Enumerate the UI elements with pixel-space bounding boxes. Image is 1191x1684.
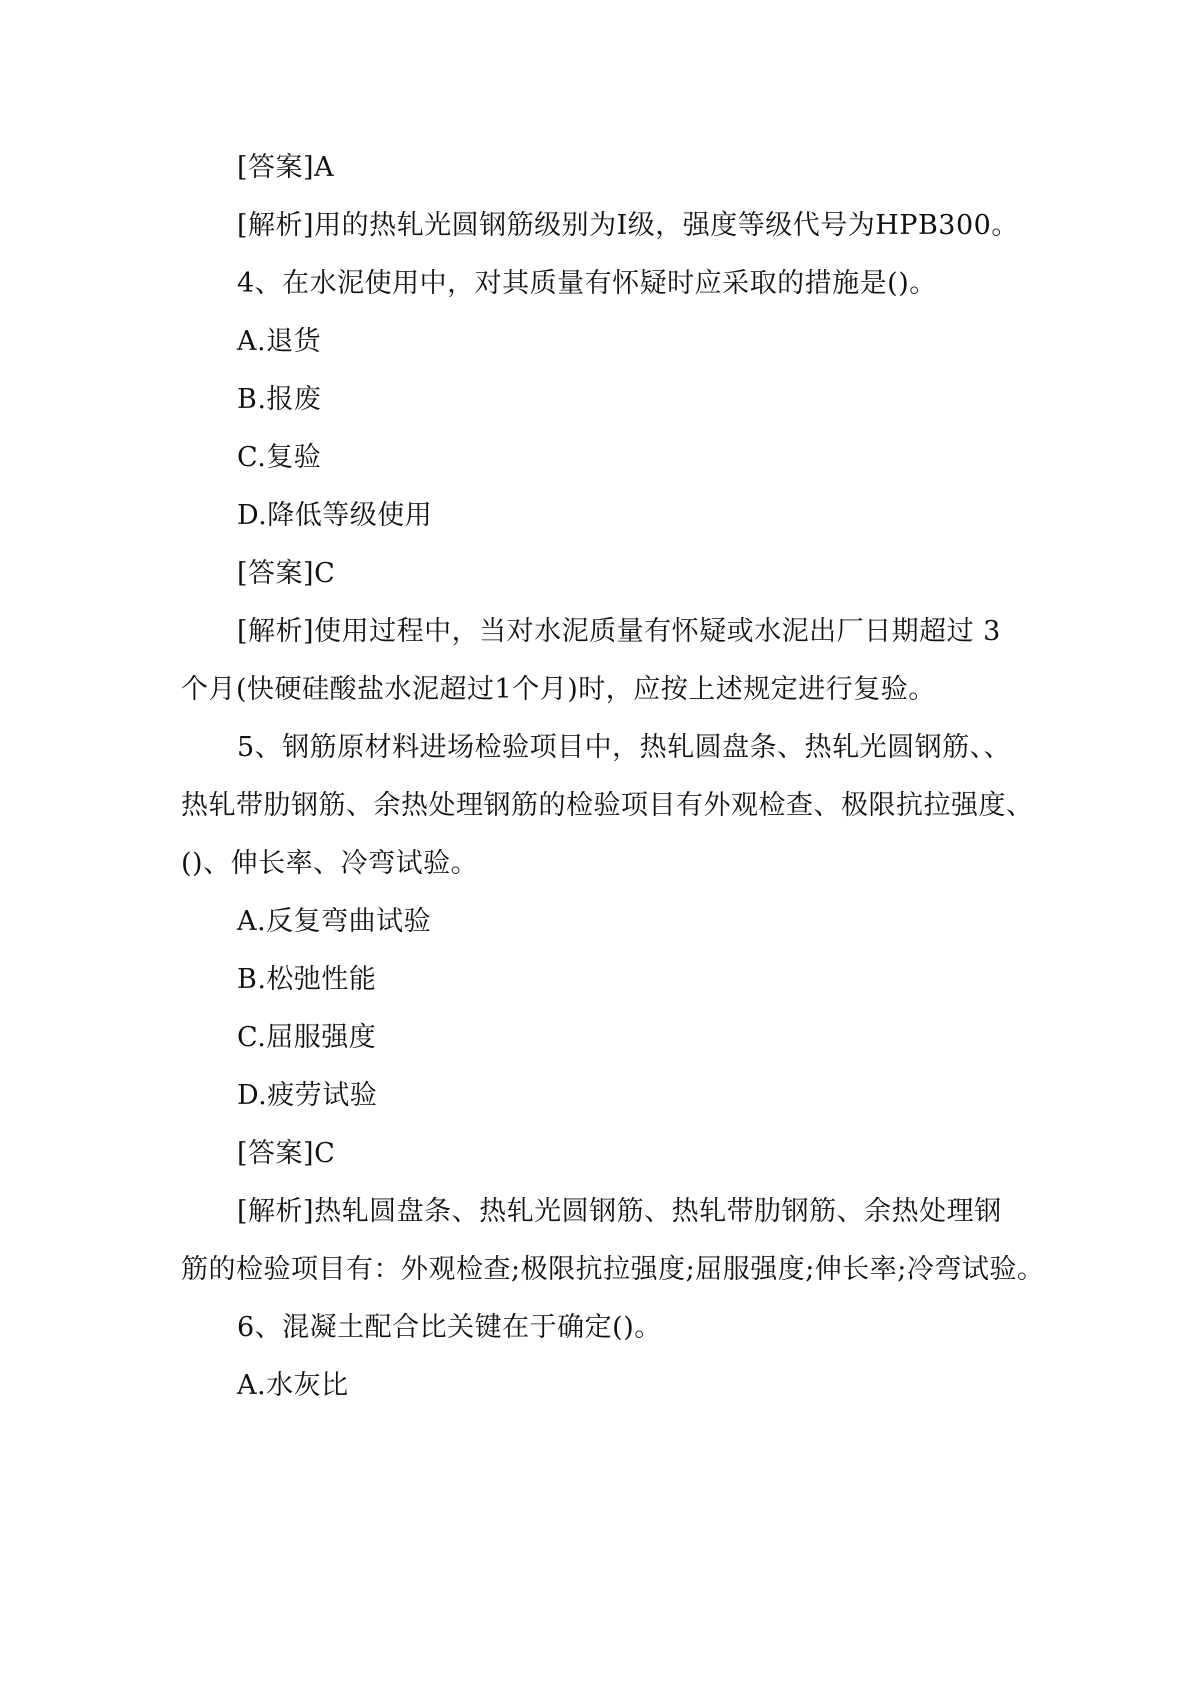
analysis-line-3: [解析]用的热轧光圆钢筋级别为Ⅰ级，强度等级代号为HPB300。 <box>237 210 1019 241</box>
answer-line-4: [答案]C <box>237 558 336 589</box>
analysis-line-5: [解析]热轧圆盘条、热轧光圆钢筋、热轧带肋钢筋、余热处理钢 <box>237 1196 1002 1227</box>
question-5-cont-2: ()、伸长率、冷弯试验。 <box>181 848 479 879</box>
analysis-line-4-cont: 个月(快硬硅酸盐水泥超过1个月)时，应按上述规定进行复验。 <box>181 674 936 705</box>
q6-option-a: A.水灰比 <box>237 1370 349 1401</box>
q4-option-b: B.报废 <box>237 384 322 415</box>
analysis-line-5-cont: 筋的检验项目有：外观检查;极限抗拉强度;屈服强度;伸长率;冷弯试验。 <box>181 1254 1045 1285</box>
q4-option-c: C.复验 <box>237 442 322 473</box>
q5-option-c: C.屈服强度 <box>237 1022 377 1053</box>
answer-line-5: [答案]C <box>237 1138 336 1169</box>
question-4: 4、在水泥使用中，对其质量有怀疑时应采取的措施是()。 <box>237 268 937 299</box>
question-5: 5、钢筋原材料进场检验项目中，热轧圆盘条、热轧光圆钢筋、、 <box>237 732 1012 763</box>
q4-option-d: D.降低等级使用 <box>237 500 433 531</box>
q5-option-d: D.疲劳试验 <box>237 1080 378 1111</box>
question-6: 6、混凝土配合比关键在于确定()。 <box>237 1312 662 1343</box>
analysis-line-4: [解析]使用过程中，当对水泥质量有怀疑或水泥出厂日期超过 3 <box>237 616 1001 647</box>
q5-option-a: A.反复弯曲试验 <box>237 906 432 937</box>
answer-line-3: [答案]A <box>237 152 335 183</box>
q5-option-b: B.松弛性能 <box>237 964 377 995</box>
q4-option-a: A.退货 <box>237 326 322 357</box>
question-5-cont-1: 热轧带肋钢筋、余热处理钢筋的检验项目有外观检查、极限抗拉强度、 <box>181 790 1034 821</box>
